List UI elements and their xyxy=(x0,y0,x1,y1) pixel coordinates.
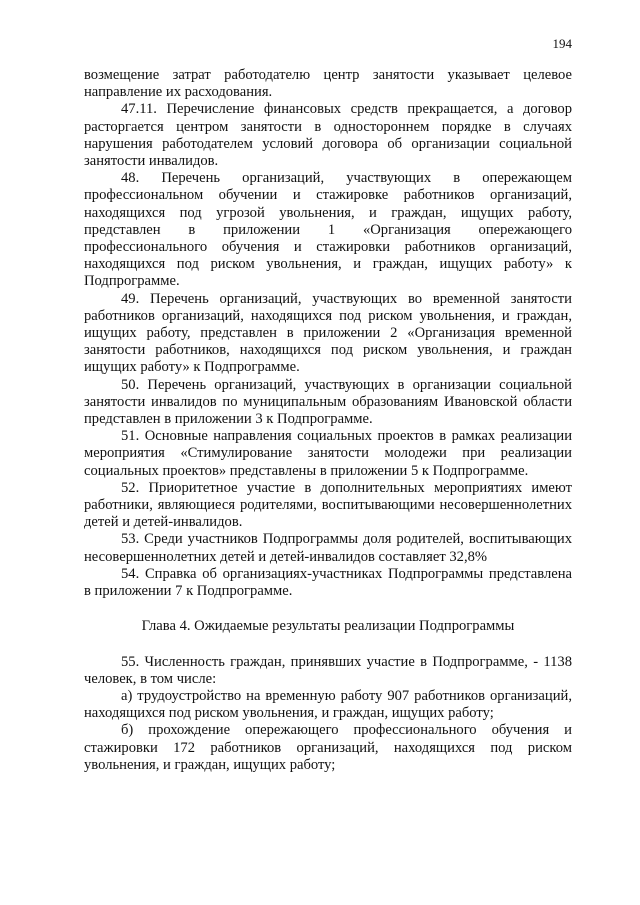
paragraph-55-b: б) прохождение опережающего профессионального обучения и стажировки 172 работников организаций, находящихся под риском увольнения, и граждан, ищущих работу; xyxy=(84,722,572,773)
paragraph-55-a: а) трудоустройство на временную работу 907 работников организаций, находящихся под риском увольнения, и граждан, ищущих работу; xyxy=(84,687,572,722)
paragraph-53: 53. Среди участников Подпрограммы доля родителей, воспитывающих несовершеннолетних детей и детей-инвалидов составляет 32,8% xyxy=(84,531,572,565)
chapter-heading: Глава 4. Ожидаемые результаты реализации Подпрограммы xyxy=(141,618,515,635)
document-body xyxy=(84,67,572,774)
paragraph-54: 54. Справка об организациях-участниках Подпрограммы представлена в приложении 7 к Подпрограмме. xyxy=(84,565,572,600)
paragraph-48: 48. Перечень организаций, участвующих в опережающем профессиональном обучении и стажировке работников организаций, находящихся под угрозой увольнения, и граждан, ищущих работу, представлен в приложении 1 «Организация опережающего профессионального обучения и стажировки работников организаций, находящихся под риском увольнения, и граждан, ищущих работу» к Подпрограмме. xyxy=(84,170,572,290)
paragraph-49: 49. Перечень организаций, участвующих во временной занятости работников организаций, находящихся под риском увольнения, и граждан, ищущих работу, представлен в приложении 2 «Организация временной занятости работников, находящихся под риском увольнения, и граждан ищущих работу» к Подпрограмме. xyxy=(84,290,572,376)
paragraph-55: 55. Численность граждан, принявших участие в Подпрограмме, - 1138 человек, в том числе: xyxy=(84,653,572,687)
paragraph-52: 52. Приоритетное участие в дополнительных мероприятиях имеют работники, являющиеся родителями, воспитывающими несовершеннолетних детей и детей-инвалидов. xyxy=(84,479,572,531)
paragraph-47-11: 47.11. Перечисление финансовых средств прекращается, а договор расторгается центром занятости в одностороннем порядке в случаях нарушения работодателем условий договора об организации социальной занятости инвалидов. xyxy=(84,101,572,170)
page-number: 194 xyxy=(552,36,572,51)
paragraph-continuation: возмещение затрат работодателю центр занятости указывает целевое направление их расходования. xyxy=(84,67,572,101)
paragraph-50: 50. Перечень организаций, участвующих в организации социальной занятости инвалидов по муниципальным образованиям Ивановской области представлен в приложении 3 к Подпрограмме. xyxy=(84,376,572,428)
paragraph-51: 51. Основные направления социальных проектов в рамках реализации мероприятия «Стимулирование занятости молодежи при реализации социальных проектов» представлены в приложении 5 к Подпрограмме. xyxy=(84,428,572,479)
